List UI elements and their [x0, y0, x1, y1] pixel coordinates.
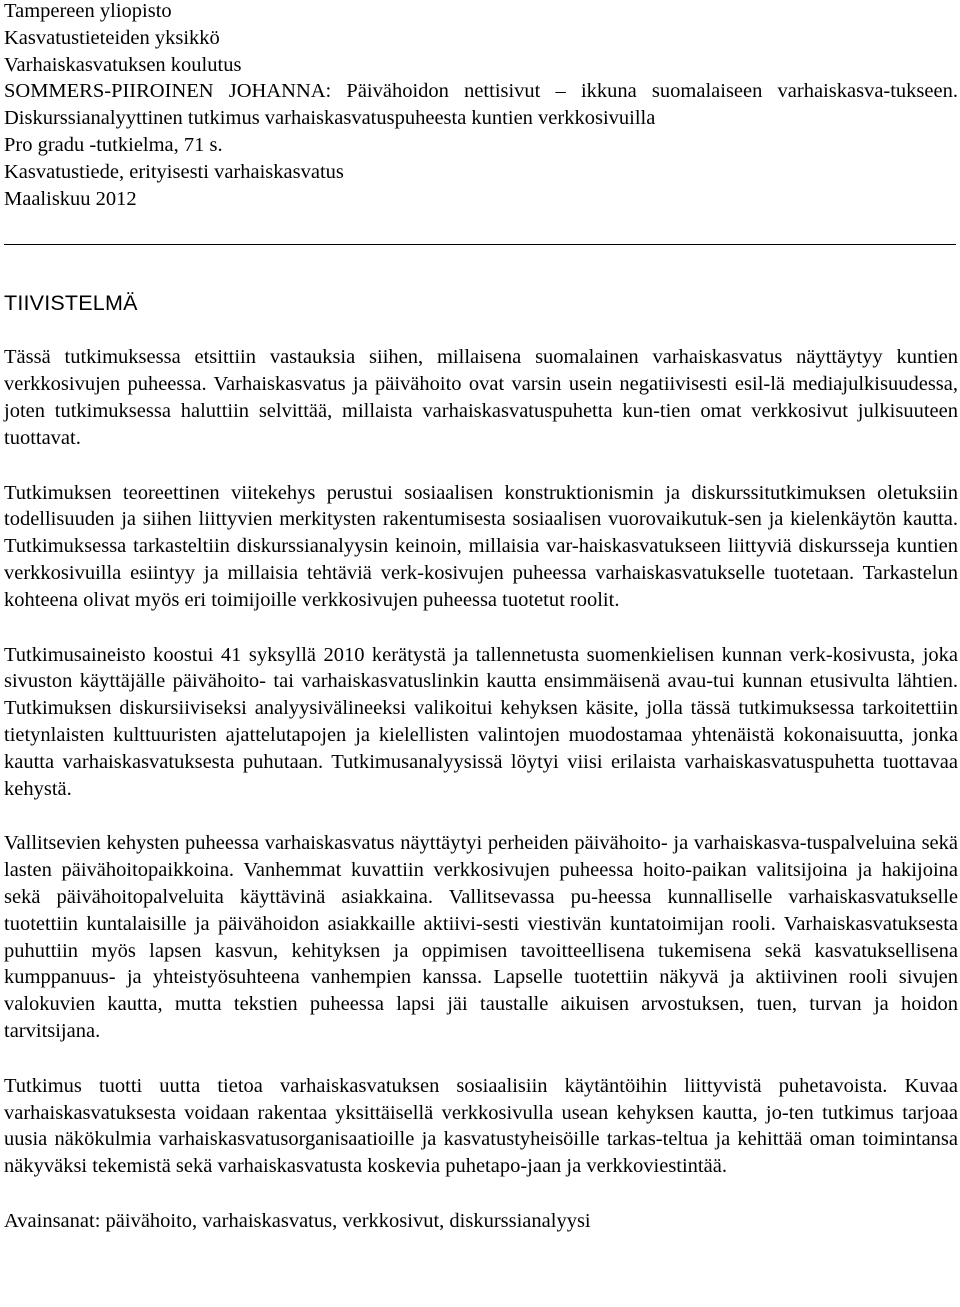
- keywords-line: Avainsanat: päivähoito, varhaiskasvatus, verkkosivut, diskurssianalyysi: [4, 1209, 591, 1232]
- header-divider: [4, 244, 956, 245]
- program-name: Varhaiskasvatuksen koulutus: [4, 53, 242, 76]
- abstract-paragraph-2: Tutkimuksen teoreettinen viitekehys perustui sosiaalisen konstruktionismin ja diskurssitutkimuksen oletuksiin todellisuuden ja siihen liittyvien merkitysten rakentumisesta sosiaalisen vuorovaikutuk-sen ja kielenkäytön kautta. Tutkimuksessa tarkasteltiin diskurssianalyysin keinoin, millaisia var-haiskasvatukseen liittyviä diskursseja kuntien verkkosivuilla esiintyy ja millaisia tehtäviä verk-kosivujen puheessa varhaiskasvatukselle tuotetaan. Tarkastelun kohteena olivat myös eri toimijoille verkkosivujen puheessa tuotetut roolit.: [4, 481, 958, 611]
- document-header: [4, 0, 958, 212]
- major-subject: Kasvatustiede, erityisesti varhaiskasvatus: [4, 160, 344, 183]
- document-page: [4, 0, 958, 1235]
- abstract-heading: TIIVISTELMÄ: [4, 291, 138, 316]
- author-and-title: SOMMERS-PIIROINEN JOHANNA: Päivähoidon nettisivut – ikkuna suomalaiseen varhaiskasva-tukseen. Diskurssianalyyttinen tutkimus varhaiskasvatuspuheesta kuntien verkkosivuilla: [4, 80, 958, 130]
- faculty-name: Kasvatustieteiden yksikkö: [4, 26, 220, 49]
- date: Maaliskuu 2012: [4, 187, 137, 210]
- abstract-paragraph-1: Tässä tutkimuksessa etsittiin vastauksia siihen, millaisena suomalainen varhaiskasvatus näyttäytyy kuntien verkkosivujen puheessa. Varhaiskasvatus ja päivähoito ovat varsin usein negatiivisesti esil-lä mediajulkisuudessa, joten tutkimuksessa haluttiin selvittää, millaista varhaiskasvatuspuhetta kun-tien omat verkkosivut julkisuuteen tuottavat.: [4, 346, 958, 449]
- university-name: Tampereen yliopisto: [4, 0, 172, 22]
- thesis-type: Pro gradu -tutkielma, 71 s.: [4, 133, 223, 156]
- abstract-paragraph-5: Tutkimus tuotti uutta tietoa varhaiskasvatuksen sosiaalisiin käytäntöihin liittyvistä puhetavoista. Kuvaa varhaiskasvatuksesta voidaan rakentaa yksittäisellä verkkosivulla usean kehyksen kautta, jo-ten tutkimus tarjoaa uusia näkökulmia varhaiskasvatusorganisaatioille ja kasvatustyheisöille tarkas-teltua ja kehittää oman toimintansa näkyväksi tekemistä sekä varhaiskasvatusta koskevia puhetapo-jaan ja verkkoviestintää.: [4, 1074, 958, 1178]
- abstract-paragraph-3: Tutkimusaineisto koostui 41 syksyllä 2010 kerätystä ja tallennetusta suomenkielisen kunnan verk-kosivusta, joka sivuston käyttäjälle päivähoito- tai varhaiskasvatuslinkin kautta ensimmäisenä avau-tui kunnan etusivulta lähtien. Tutkimuksen diskursiiviseksi analyysivälineeksi valikoitui kehyksen käsite, jolla tässä tutkimuksessa tarkoitettiin tietynlaisten kulttuuristen ajattelutapojen ja kielellisten valintojen muodostamaa yhtenäistä kokonaisuutta, jonka kautta varhaiskasvatuksesta puhutaan. Tutkimusanalyysissä löytyi viisi erilaista varhaiskasvatuspuhetta tuottavaa kehystä.: [4, 643, 958, 800]
- abstract-paragraph-4: Vallitsevien kehysten puheessa varhaiskasvatus näyttäytyi perheiden päivähoito- ja varhaiskasva-tuspalveluina sekä lasten päivähoitopaikkoina. Vanhemmat kuvattiin verkkosivujen puheessa hoito-paikan valitsijoina ja hakijoina sekä päivähoitopalveluita käyttävinä asiakkaina. Vallitsevassa pu-heessa kunnalliselle varhaiskasvatukselle tuotettiin kuntalaisille ja päivähoidon asiakkaille aktiivi-sesti viestivän kuntatoimijan rooli. Varhaiskasvatuksesta puhuttiin myös lapsen kasvun, kehityksen ja oppimisen tavoitteellisena tukemisena sekä kasvatuksellisena kumppanuus- ja yhteistyösuhteena vanhempien kanssa. Lapselle tuotettiin näkyvä ja aktiivinen rooli sivujen valokuvien kautta, mutta tekstien puheessa lapsi jäi taustalle aikuisen arvostuksen, tuen, turvan ja hoidon tarvitsijana.: [4, 832, 958, 1042]
